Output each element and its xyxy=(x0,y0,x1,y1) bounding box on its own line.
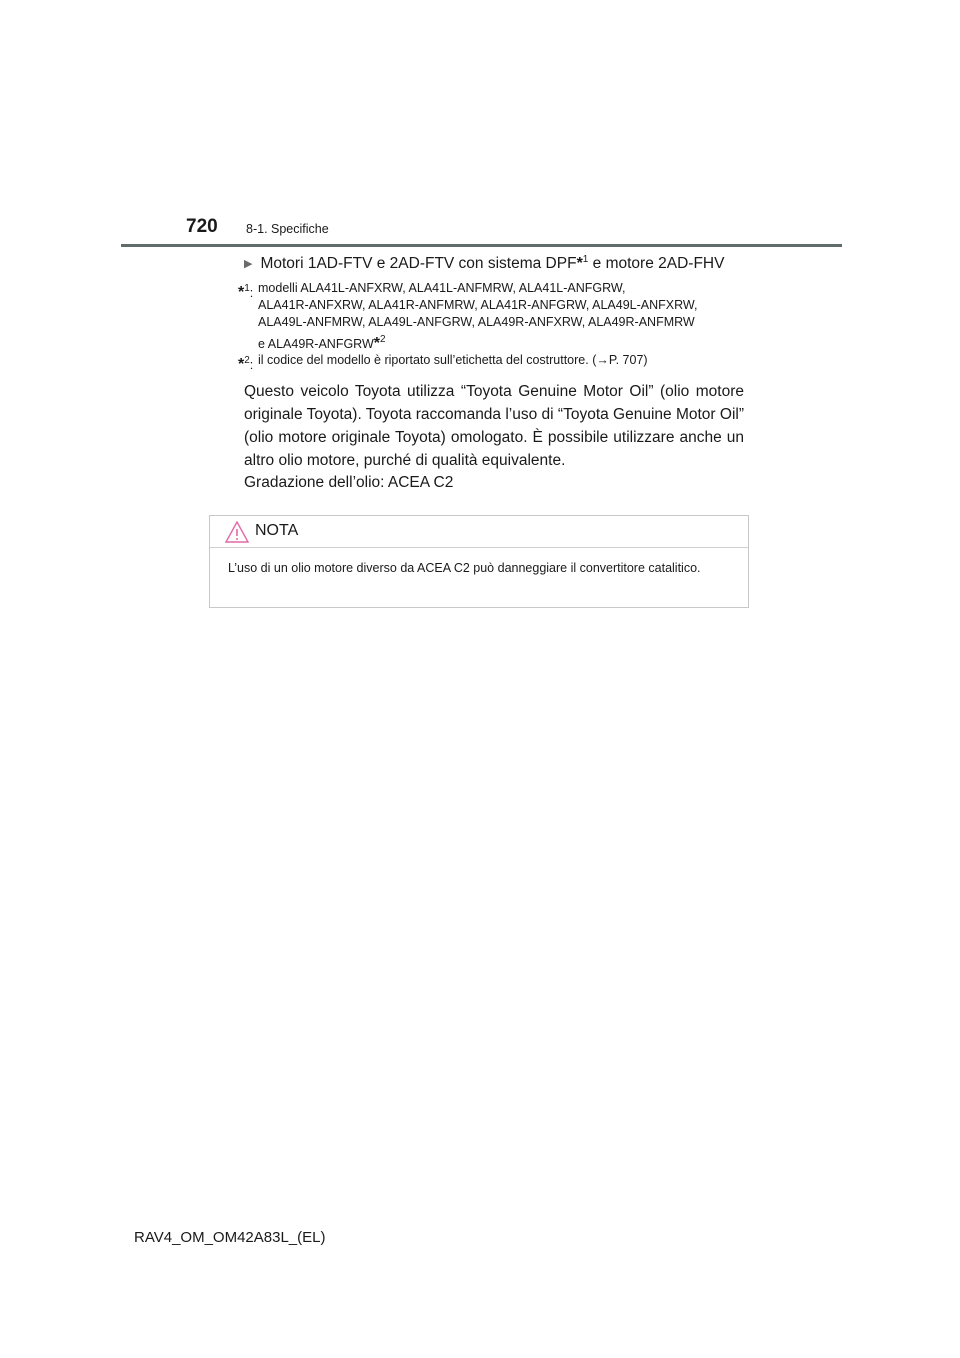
subheading-suffix: e motore 2AD-FHV xyxy=(588,255,725,272)
asterisk-mark: * xyxy=(576,255,583,272)
footnote-mark: *$^1$: xyxy=(238,283,254,301)
footnote-line: e ALA49R-ANFGRW*$^2$ xyxy=(258,334,386,352)
bullet-triangle-icon: ▶ xyxy=(244,258,253,270)
notice-header xyxy=(210,516,748,548)
notice-box xyxy=(209,515,749,608)
footnote-body xyxy=(258,352,748,369)
footnote-ref: 1 xyxy=(582,254,589,265)
warning-triangle-icon xyxy=(225,521,249,543)
page-number: 720 xyxy=(186,216,218,237)
footnote-2 xyxy=(238,352,648,374)
footnote-line: modelli ALA41L-ANFXRW, ALA41L-ANFMRW, ALA41L-ANFGRW, xyxy=(258,281,626,295)
notice-title: NOTA xyxy=(255,522,299,539)
footnote-text: il codice del modello è riportato sull’etichetta del costruttore. ( xyxy=(258,353,597,367)
footer-code: RAV4_OM_OM42A83L_(EL) xyxy=(134,1229,326,1246)
footnote-mark: *$^2$: xyxy=(238,355,254,373)
body-paragraph: Questo veicolo Toyota utilizza “Toyota Genuine Motor Oil” (olio motore originale Toyota). Toyota raccomanda l’uso di “Toyota Genuine Motor Oil” (olio motore originale Toyota) omologato. È possibile utilizzare anche un altro olio motore, purché di qualità equivalente. xyxy=(244,383,744,469)
subheading xyxy=(244,254,724,273)
footnote-line: ALA49L-ANFMRW, ALA49L-ANFGRW, ALA49R-ANFXRW, ALA49R-ANFMRW xyxy=(258,315,695,329)
page-reference-link[interactable]: P. 707) xyxy=(608,353,648,367)
oil-grade: Gradazione dell’olio: ACEA C2 xyxy=(244,474,454,491)
section-title: 8-1. Specifiche xyxy=(246,222,329,236)
notice-text: L’uso di un olio motore diverso da ACEA C2 può danneggiare il convertitore catalitico. xyxy=(228,561,701,575)
footnote-line: ALA41R-ANFXRW, ALA41R-ANFMRW, ALA41R-ANFGRW, ALA49L-ANFXRW, xyxy=(258,298,698,312)
arrow-icon: → xyxy=(596,353,609,367)
subheading-text: Motori 1AD-FTV e 2AD-FTV con sistema DPF xyxy=(260,255,577,272)
header-rule xyxy=(121,244,842,247)
footnote-body xyxy=(258,280,748,353)
